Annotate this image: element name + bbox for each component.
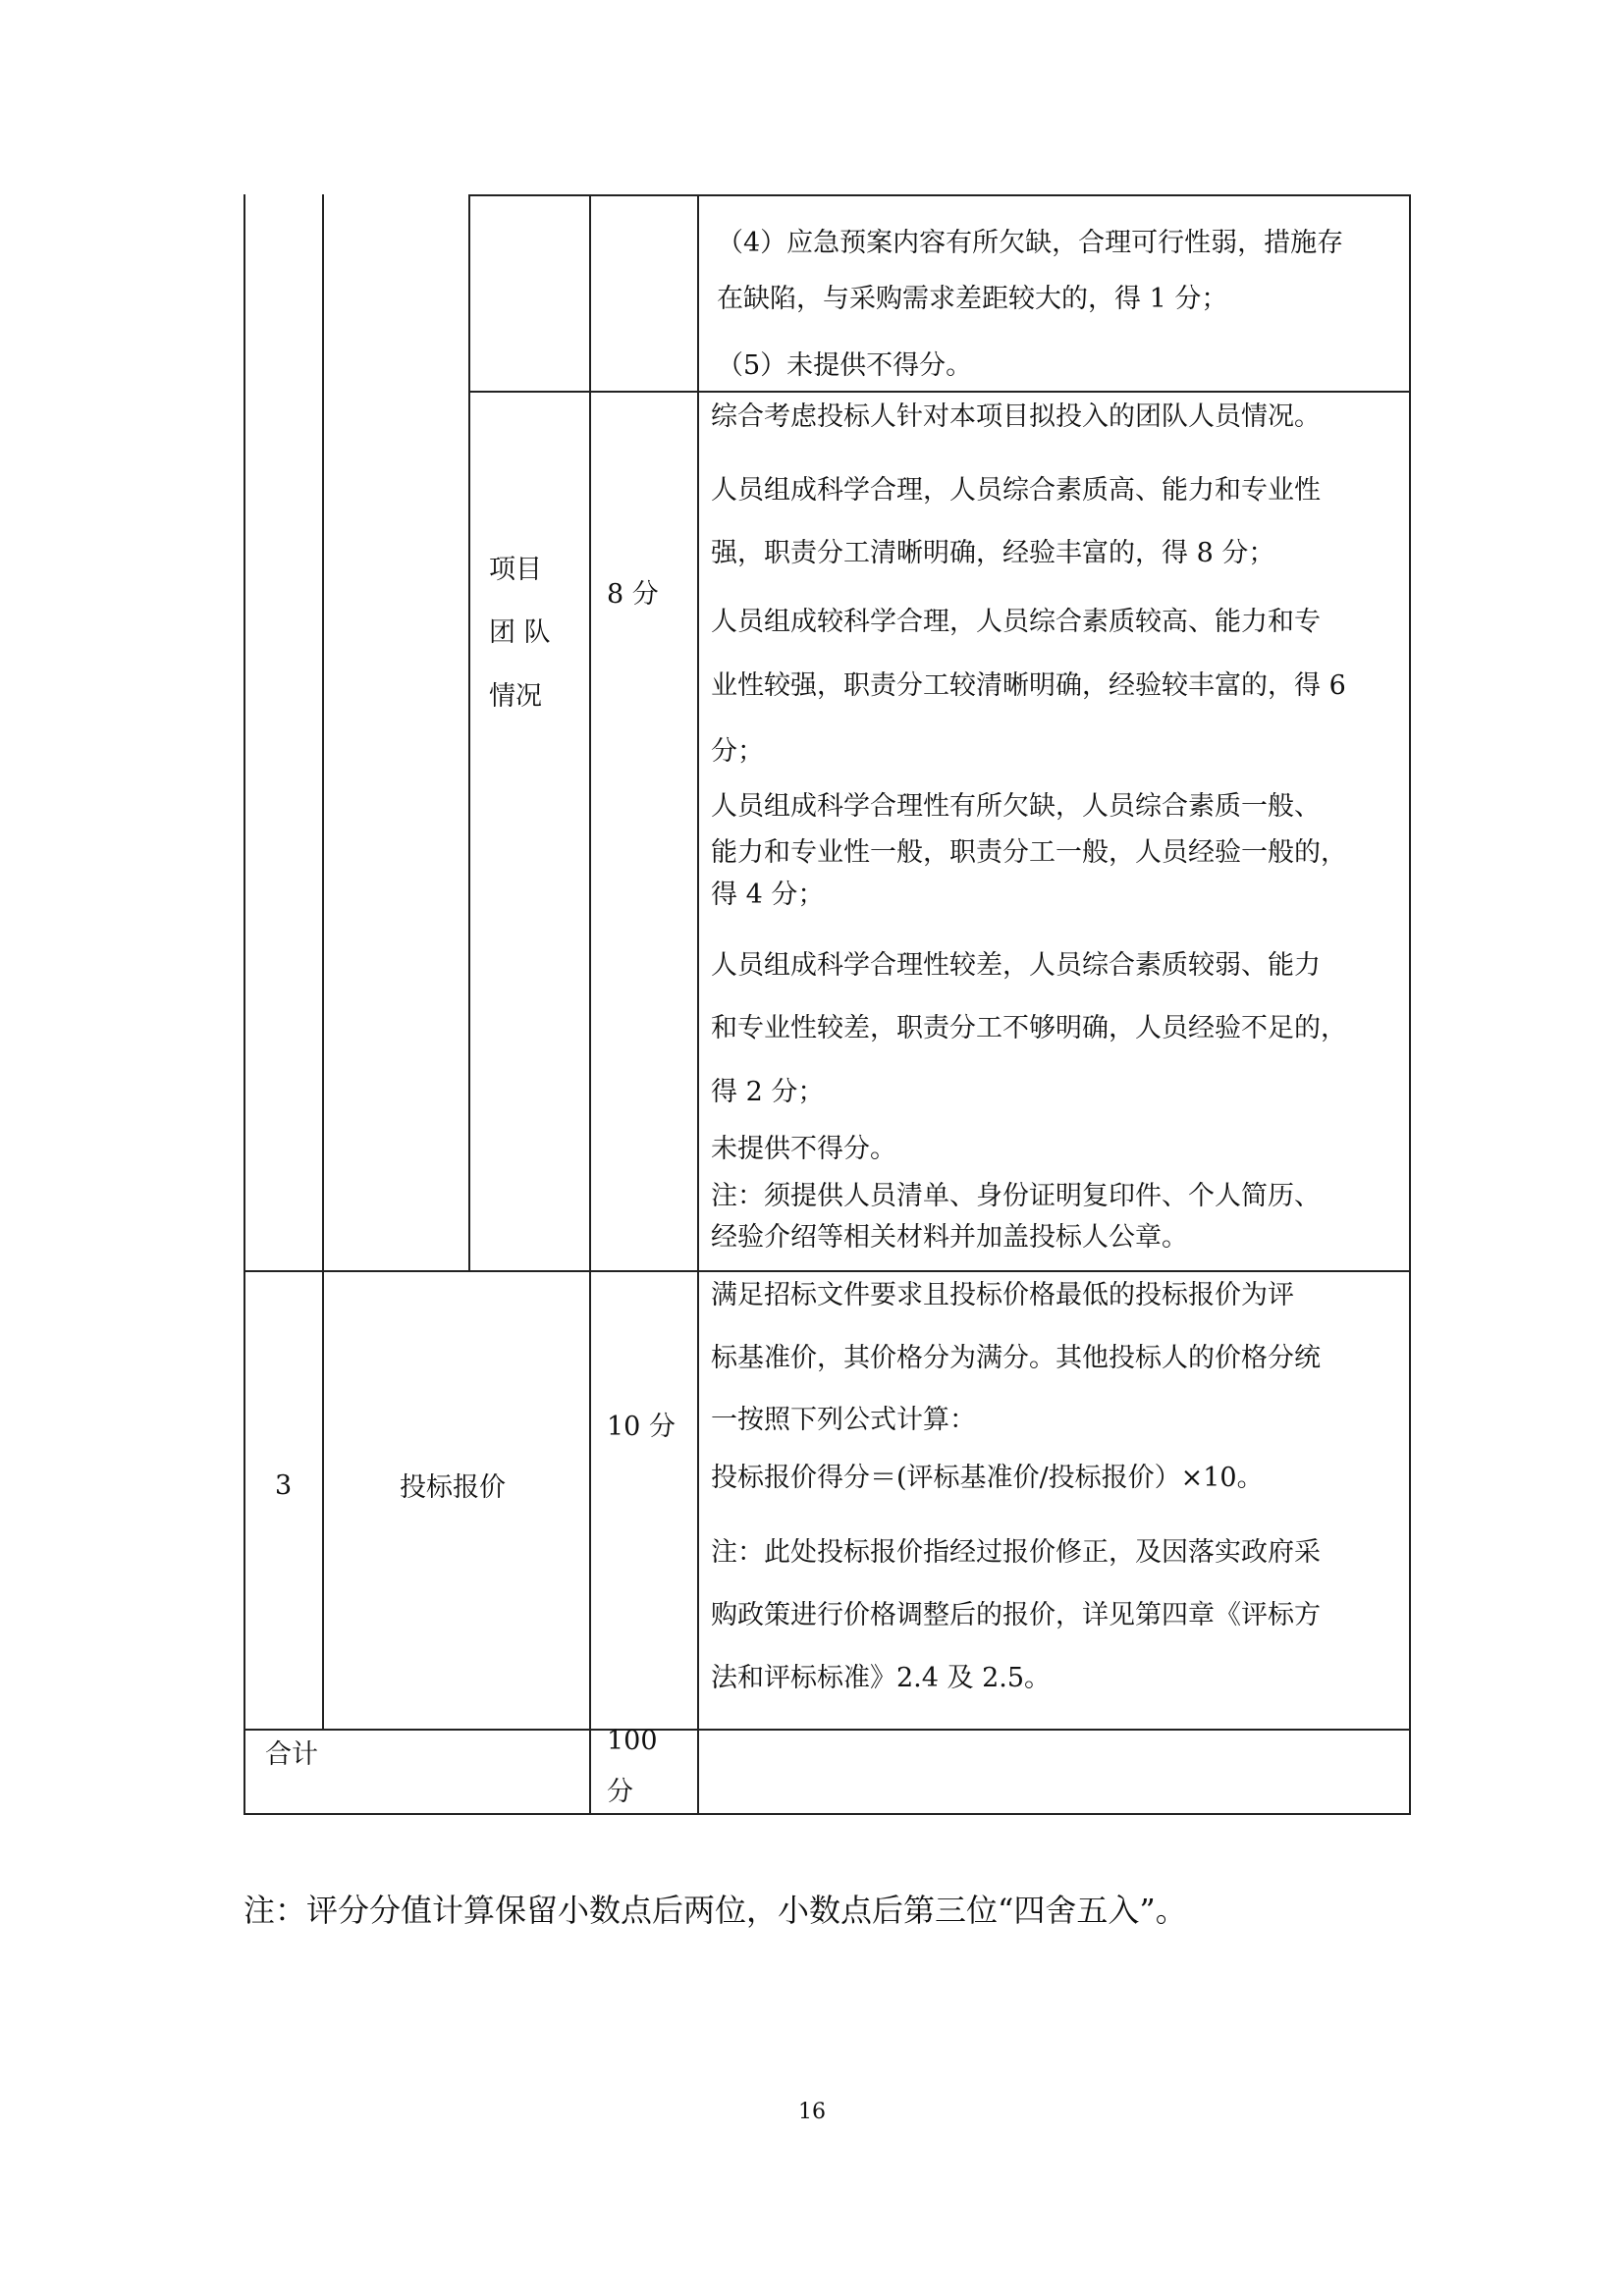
total-label: 合计 <box>265 1739 318 1770</box>
team-level2-line1: 人员组成科学合理性较差，人员综合素质较弱、能力 <box>711 950 1321 981</box>
price-note-line1: 注：此处投标报价指经过报价修正，及因落实政府采 <box>711 1537 1321 1568</box>
total-score-line2: 分 <box>607 1777 633 1807</box>
table-top-line <box>468 194 1411 196</box>
price-score: 10 分 <box>607 1412 676 1442</box>
team-level4-line1: 人员组成科学合理性有所欠缺，人员综合素质一般、 <box>711 791 1321 822</box>
team-level6-line3: 分； <box>711 736 764 767</box>
team-name-line1: 项目 <box>489 555 542 585</box>
total-score-line1: 100 <box>607 1726 658 1756</box>
team-score: 8 分 <box>607 579 659 610</box>
table-col-line-1 <box>322 194 324 1730</box>
team-level4-line2: 能力和专业性一般，职责分工一般，人员经验一般的， <box>711 837 1347 868</box>
team-note-line1: 注：须提供人员清单、身份证明复印件、个人简历、 <box>711 1181 1321 1211</box>
table-row-line-2 <box>244 1270 1411 1272</box>
table-row-line-1 <box>468 391 1411 393</box>
team-level6-line1: 人员组成较科学合理，人员综合素质较高、能力和专 <box>711 607 1321 637</box>
emergency-item4-line2: 在缺陷，与采购需求差距较大的，得 1 分； <box>717 284 1228 314</box>
emergency-item5: （5）未提供不得分。 <box>717 350 973 381</box>
price-formula: 投标报价得分＝(评标基准价/投标报价）×10。 <box>711 1463 1264 1493</box>
table-row-line-3 <box>244 1729 1411 1731</box>
team-note-line2: 经验介绍等相关材料并加盖投标人公章。 <box>711 1222 1188 1253</box>
team-name-line3: 情况 <box>489 681 542 712</box>
price-note-line2: 购政策进行价格调整后的报价，详见第四章《评标方 <box>711 1600 1321 1630</box>
team-level2-line3: 得 2 分； <box>711 1077 825 1107</box>
price-row-name: 投标报价 <box>400 1472 506 1503</box>
table-border-right <box>1409 194 1411 1814</box>
team-level8-line1: 人员组成科学合理，人员综合素质高、能力和专业性 <box>711 475 1321 506</box>
table-col-line-2 <box>468 194 470 1271</box>
footnote: 注：评分分值计算保留小数点后两位，小数点后第三位“四舍五入”。 <box>244 1892 1187 1929</box>
table-bottom-line <box>244 1813 1411 1815</box>
team-level6-line2: 业性较强，职责分工较清晰明确，经验较丰富的，得 6 <box>711 670 1346 701</box>
price-desc-line1: 满足招标文件要求且投标价格最低的投标报价为评 <box>711 1280 1294 1310</box>
team-name-line2: 团 队 <box>489 617 551 648</box>
price-desc-line3: 一按照下列公式计算： <box>711 1405 976 1435</box>
table-col-line-3 <box>589 194 591 1814</box>
team-level2-line2: 和专业性较差，职责分工不够明确，人员经验不足的， <box>711 1013 1347 1043</box>
price-desc-line2: 标基准价，其价格分为满分。其他投标人的价格分统 <box>711 1343 1321 1373</box>
team-level4-line3: 得 4 分； <box>711 880 825 910</box>
page-number: 16 <box>798 2100 826 2124</box>
table-col-line-4 <box>697 194 699 1814</box>
price-note-line3: 法和评标标准》2.4 及 2.5。 <box>711 1663 1052 1693</box>
price-row-number: 3 <box>275 1470 293 1501</box>
team-level8-line2: 强，职责分工清晰明确，经验丰富的，得 8 分； <box>711 538 1275 568</box>
team-none: 未提供不得分。 <box>711 1134 896 1164</box>
emergency-item4-line1: （4）应急预案内容有所欠缺，合理可行性弱，措施存 <box>717 228 1344 258</box>
table-border-left <box>244 194 245 1814</box>
team-intro: 综合考虑投标人针对本项目拟投入的团队人员情况。 <box>711 401 1321 432</box>
